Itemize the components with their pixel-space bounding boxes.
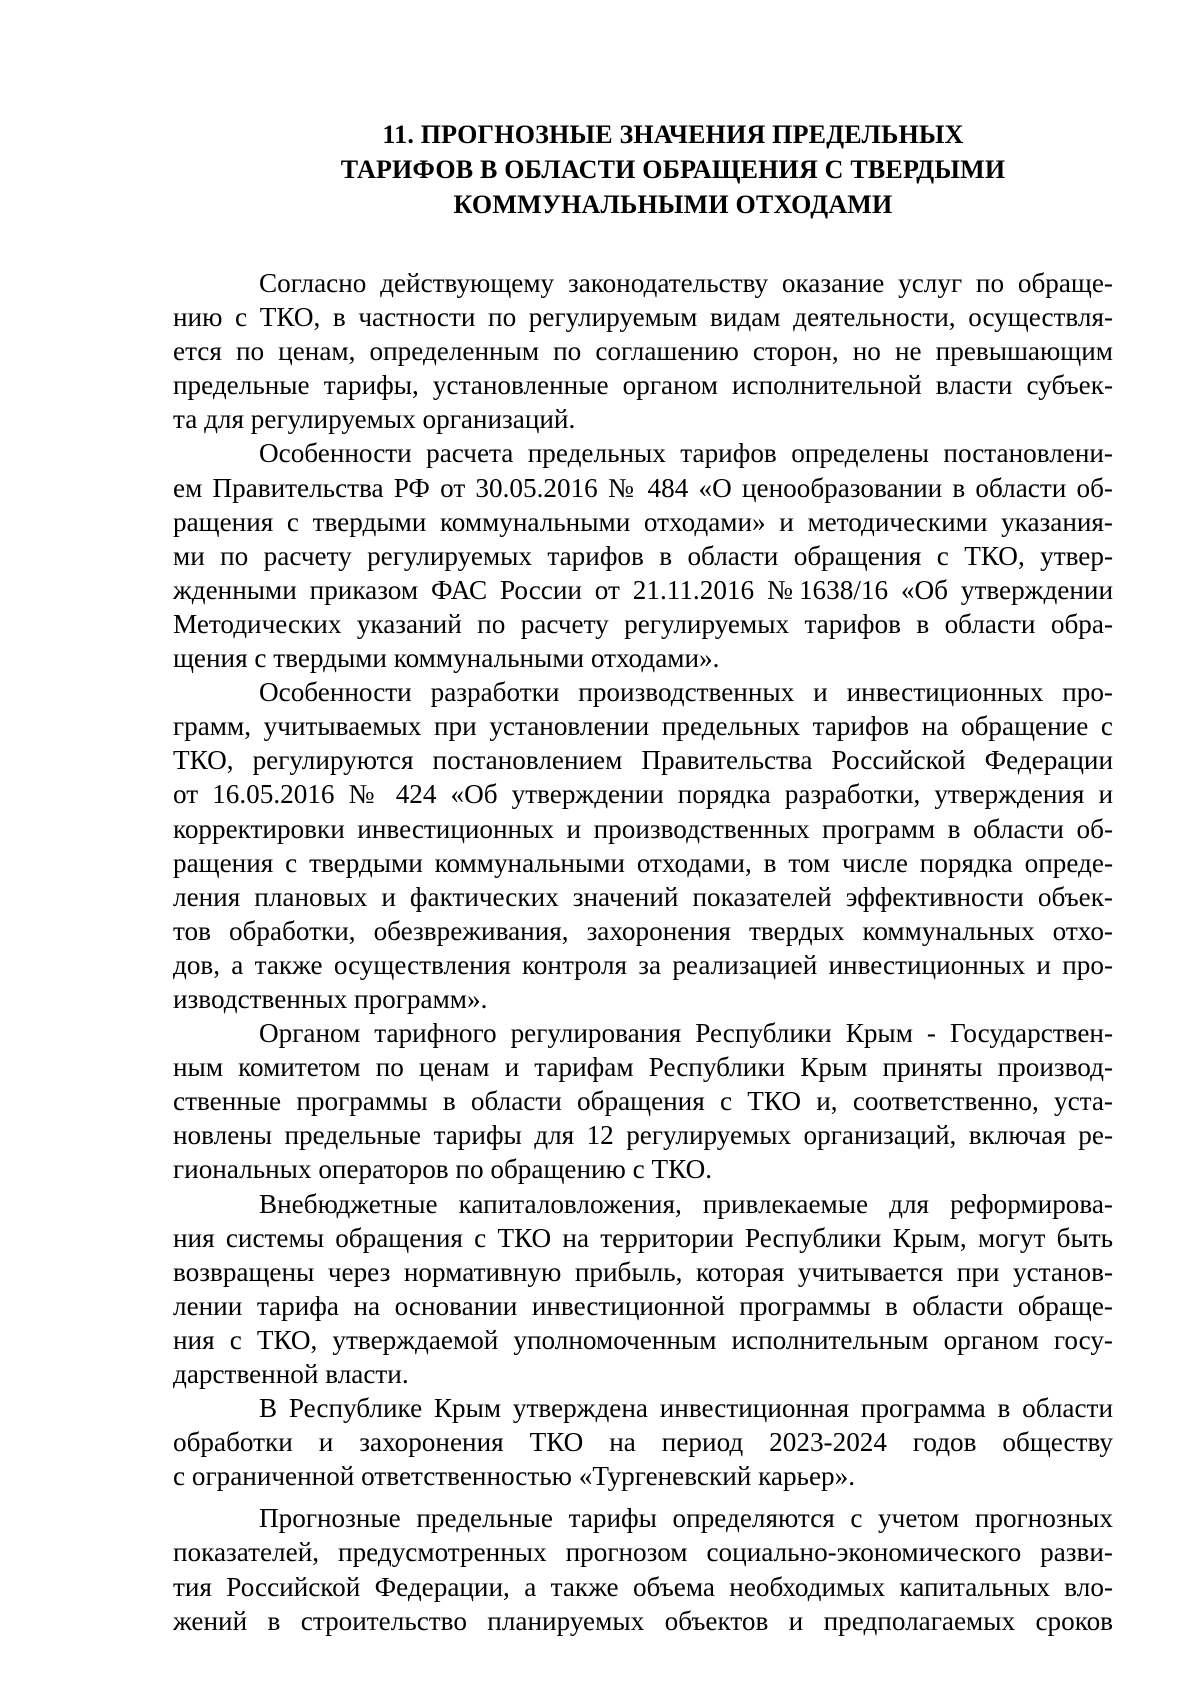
paragraph-tariff-calculation	[173, 436, 1113, 675]
text-line: тия Российской Федерации, а также объема необходимых капитальных вло-	[173, 1571, 1113, 1602]
text-line: щения с твердыми коммунальными отходами».	[173, 643, 720, 674]
paragraph-legislation	[173, 266, 1113, 436]
text-line: Особенности разработки производственных и инвестиционных про-	[259, 677, 1113, 708]
text-line: корректировки инвестиционных и производственных программ в области об-	[173, 813, 1113, 844]
text-line: новлены предельные тарифы для 12 регулируемых организаций, включая ре-	[173, 1120, 1113, 1151]
text-line: Прогнозные предельные тарифы определяются с учетом прогнозных	[259, 1503, 1113, 1534]
text-line: Методических указаний по расчету регулируемых тарифов в области обра-	[173, 608, 1113, 639]
text-line: ния с ТКО, утверждаемой уполномоченным исполнительным органом госу-	[173, 1324, 1113, 1355]
text-line: с ограниченной ответственностью «Тургеневский карьер».	[173, 1461, 856, 1492]
text-line: ми по расчету регулируемых тарифов в области обращения с ТКО, утвер-	[173, 540, 1113, 571]
text-line: от 16.05.2016 № 424 «Об утверждении порядка разработки, утверждения и	[173, 779, 1113, 810]
paragraph-regulator	[173, 1016, 1113, 1186]
text-line: ственные программы в области обращения с ТКО и, соответственно, уста-	[173, 1086, 1113, 1117]
text-line: ращения с твердыми коммунальными отходами, в том числе порядка опреде-	[173, 847, 1113, 878]
text-line: грамм, учитываемых при установлении предельных тарифов на обращение с	[173, 711, 1113, 742]
text-line: нию с ТКО, в частности по регулируемым видам деятельности, осуществля-	[173, 302, 1113, 333]
text-line: жденными приказом ФАС России от 21.11.2016 №1638/16 «Об утверждении	[173, 574, 1113, 605]
heading-line: ТАРИФОВ В ОБЛАСТИ ОБРАЩЕНИЯ С ТВЕРДЫМИ	[340, 155, 1006, 184]
text-line: Внебюджетные капиталовложения, привлекаемые для реформирова-	[259, 1188, 1113, 1219]
text-line: обработки и захоронения ТКО на период 2023-2024 годов обществу	[173, 1427, 1113, 1458]
heading-line: КОММУНАЛЬНЫМИ ОТХОДАМИ	[453, 190, 893, 219]
text-line: тов обработки, обезвреживания, захоронения твердых коммунальных отхо-	[173, 915, 1113, 946]
text-line: предельные тарифы, установленные органом исполнительной власти субъек-	[173, 370, 1113, 401]
text-line: изводственных программ».	[173, 983, 488, 1014]
paragraph-investment-program	[173, 1391, 1113, 1493]
text-line: ния системы обращения с ТКО на территории Республики Крым, могут быть	[173, 1222, 1113, 1253]
text-line: ным комитетом по ценам и тарифам Республики Крым приняты производ-	[173, 1052, 1113, 1083]
text-line: ращения с твердыми коммунальными отходами» и методическими указания-	[173, 506, 1113, 537]
body-text	[173, 266, 1113, 1638]
text-line: дарственной власти.	[173, 1359, 409, 1389]
text-line: ТКО, регулируются постановлением Правительства Российской Федерации	[173, 745, 1113, 776]
text-line: гиональных операторов по обращению с ТКО.	[173, 1154, 713, 1185]
section-heading	[173, 117, 1173, 222]
text-line: жений в строительство планируемых объектов и предполагаемых сроков	[173, 1605, 1113, 1636]
text-line: ем Правительства РФ от 30.05.2016 № 484 «О ценообразовании в области об-	[173, 472, 1113, 503]
text-line: возвращены через нормативную прибыль, которая учитывается при установ-	[173, 1256, 1113, 1287]
text-line: лении тарифа на основании инвестиционной программы в области обраще-	[173, 1290, 1113, 1321]
text-line: Органом тарифного регулирования Республики Крым - Государствен-	[259, 1018, 1113, 1049]
text-line: ется по ценам, определенным по соглашению сторон, но не превышающим	[173, 336, 1113, 367]
paragraph-investments	[173, 1187, 1113, 1392]
paragraph-programs	[173, 675, 1113, 1016]
text-line: Согласно действующему законодательству оказание услуг по обраще-	[259, 268, 1113, 298]
text-line: В Республике Крым утверждена инвестиционная программа в области	[259, 1393, 1113, 1424]
text-line: показателей, предусмотренных прогнозом социально-экономического разви-	[173, 1537, 1113, 1568]
text-line: та для регулируемых организаций.	[173, 404, 576, 435]
heading-line: 11. ПРОГНОЗНЫЕ ЗНАЧЕНИЯ ПРЕДЕЛЬНЫХ	[382, 120, 964, 149]
paragraph-forecast	[173, 1501, 1113, 1637]
text-line: дов, а также осуществления контроля за реализацией инвестиционных и про-	[173, 949, 1113, 980]
text-line: Особенности расчета предельных тарифов определены постановлени-	[259, 438, 1113, 469]
text-line: ления плановых и фактических значений показателей эффективности объек-	[173, 881, 1113, 912]
